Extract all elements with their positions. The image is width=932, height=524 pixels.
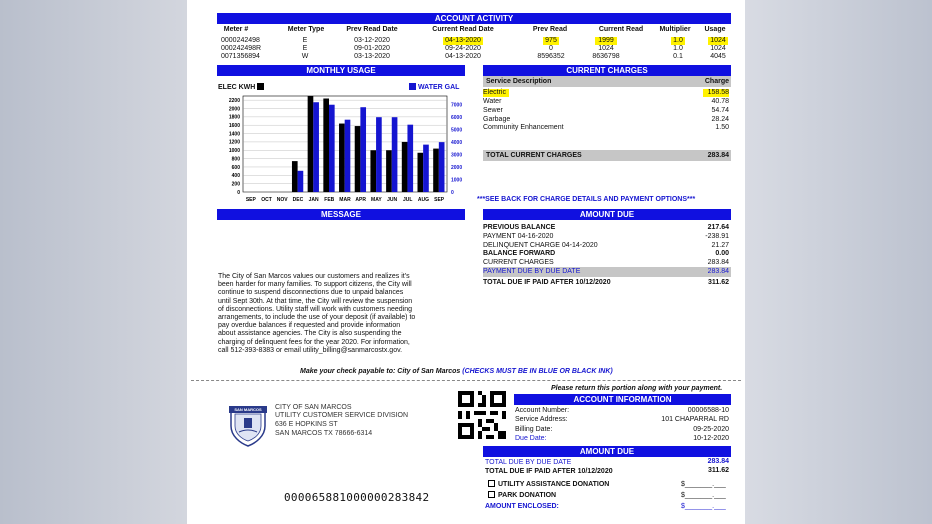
current-read: 8636798	[592, 53, 620, 60]
billing-date-label: Billing Date:	[515, 426, 553, 433]
service-address-label: Service Address:	[515, 416, 568, 423]
charge-header: Charge	[704, 78, 729, 85]
previous-balance-value: 217.64	[707, 224, 729, 231]
amount-due-header: AMOUNT DUE	[483, 209, 731, 220]
account-info-header: ACCOUNT INFORMATION	[514, 394, 731, 405]
x-tick-label: NOV	[276, 197, 288, 203]
right-background	[745, 0, 932, 524]
x-tick-label: SEP	[434, 197, 445, 203]
meter-type: W	[301, 53, 309, 60]
current-charges-header: CURRENT CHARGES	[483, 65, 731, 76]
water-bar	[298, 171, 304, 192]
payment-label: PAYMENT 04-16-2020	[483, 233, 554, 240]
service-address-value: 101 CHAPARRAL RD	[661, 416, 729, 423]
y-right-tick-label: 6000	[451, 114, 463, 121]
charge-label-community: Community Enhancement	[483, 124, 564, 131]
y-left-tick-label: 600	[231, 164, 240, 171]
total-due-label: TOTAL DUE BY DUE DATE	[485, 459, 572, 466]
charge-label-water: Water	[483, 98, 502, 105]
elec-bar	[308, 96, 314, 192]
previous-balance-label: PREVIOUS BALANCE	[483, 224, 556, 231]
service-description-header: Service Description	[486, 78, 552, 85]
x-tick-label: OCT	[261, 197, 272, 203]
prev-read-date: 03-13-2020	[354, 53, 390, 60]
elec-bar	[402, 142, 408, 192]
water-bar	[392, 117, 398, 192]
y-left-tick-label: 1200	[228, 139, 240, 146]
delinquent-label: DELINQUENT CHARGE 04-14-2020	[483, 242, 598, 249]
x-tick-label: DEC	[292, 197, 304, 203]
elec-legend	[218, 83, 264, 92]
park-donation-checkbox[interactable]	[488, 491, 495, 498]
payment-due-label: PAYMENT DUE BY DUE DATE	[483, 268, 581, 275]
charge-label-electric: Electric	[483, 89, 509, 97]
meter-type: E	[302, 45, 308, 52]
due-date-value: 10-12-2020	[693, 435, 729, 442]
park-donation-label: PARK DONATION	[498, 492, 557, 499]
elec-legend-label: ELEC KWH	[218, 84, 256, 91]
water-bar	[423, 145, 429, 192]
y-left-tick-label: 0	[237, 189, 240, 196]
elec-bar	[417, 153, 423, 192]
left-background	[0, 0, 187, 524]
account-activity-header: ACCOUNT ACTIVITY	[217, 13, 731, 24]
due-date-label: Due Date:	[515, 435, 547, 442]
qr-code-image	[458, 391, 506, 439]
tear-line	[191, 380, 741, 381]
water-legend	[409, 83, 459, 92]
current-read-date: 04-13-2020	[445, 53, 481, 60]
message-header: MESSAGE	[217, 209, 465, 220]
col-header: Meter Type	[287, 26, 325, 33]
utility-assistance-checkbox[interactable]	[488, 480, 495, 487]
current-charges-value: 283.84	[707, 259, 729, 266]
elec-swatch	[257, 83, 264, 90]
multiplier: 1.0	[671, 37, 685, 45]
billing-date-value: 09-25-2020	[693, 426, 729, 433]
col-header: Current Read	[598, 26, 644, 33]
prev-read: 975	[543, 37, 559, 45]
elec-bar	[386, 150, 392, 192]
x-tick-label: AUG	[417, 197, 430, 203]
current-read-date: 04-13-2020	[443, 37, 483, 45]
account-number-label: Account Number:	[515, 407, 570, 414]
x-tick-label: FEB	[324, 197, 335, 203]
meter-number: 000242498R	[221, 45, 262, 52]
meter-number: 0071356894	[221, 53, 260, 60]
city-seal-logo	[225, 402, 271, 448]
stub-total-after-value: 311.62	[707, 467, 729, 474]
return-note: Please return this portion along with your payment.	[551, 385, 723, 392]
x-tick-label: JAN	[308, 197, 319, 203]
y-left-tick-label: 1400	[228, 131, 240, 138]
usage: 1024	[708, 37, 728, 45]
payable-line	[300, 368, 613, 376]
col-header: Multiplier	[659, 26, 691, 33]
col-header: Current Read Date	[432, 26, 494, 33]
charge-value-water: 40.78	[711, 98, 729, 105]
prev-read-date: 09-01-2020	[354, 45, 390, 52]
total-current-charges-value: 283.84	[707, 152, 729, 159]
monthly-usage-chart	[209, 92, 477, 207]
y-right-tick-label: 1000	[451, 177, 463, 184]
y-left-tick-label: 2200	[228, 97, 240, 104]
current-charges-label: CURRENT CHARGES	[483, 259, 554, 266]
charge-label-garbage: Garbage	[483, 116, 511, 123]
account-number-value: 00006588-10	[687, 407, 729, 414]
col-header: Prev Read Date	[346, 26, 398, 33]
stub-amount-due-header: AMOUNT DUE	[483, 446, 731, 457]
y-right-tick-label: 4000	[451, 139, 463, 146]
total-current-charges-label: TOTAL CURRENT CHARGES	[486, 152, 582, 159]
elec-bar	[292, 161, 298, 192]
elec-bar	[370, 150, 376, 192]
meter-type: E	[302, 37, 308, 44]
elec-bar	[433, 149, 439, 192]
total-after-label: TOTAL DUE IF PAID AFTER 10/12/2020	[483, 279, 611, 286]
y-right-tick-label: 0	[451, 189, 454, 196]
y-right-tick-label: 7000	[451, 102, 463, 109]
payment-due-value: 283.84	[707, 268, 729, 275]
water-bar	[360, 107, 366, 192]
monthly-usage-header: MONTHLY USAGE	[217, 65, 465, 76]
total-due-value: 283.84	[707, 458, 729, 465]
division-name: UTILITY CUSTOMER SERVICE DIVISION	[275, 412, 409, 419]
current-read: 1999	[595, 37, 617, 45]
elec-bar	[355, 126, 361, 192]
ink-note: (CHECKS MUST BE IN BLUE OR BLACK INK)	[462, 368, 613, 375]
elec-bar	[339, 124, 345, 192]
y-right-tick-label: 5000	[451, 127, 463, 134]
park-donation-amount[interactable]: $_______.___	[681, 492, 726, 499]
multiplier: 1.0	[673, 45, 683, 52]
total-after-value: 311.62	[707, 279, 729, 286]
y-right-tick-label: 2000	[451, 164, 463, 171]
park-donation-option[interactable]	[488, 491, 556, 500]
prev-read-date: 03-12-2020	[354, 37, 390, 44]
message-body: The City of San Marcos values our customers and realizes it's been harder for many families. To support citizens, the City will continue to suspend disconnections due to unpaid balances until Sept 30th. At that time, the City will review the suspension of disconnections. Utility staff will work with customers needing arrangements, to include the use of your deposit (if available) to pay overdue balances if requested and provide information about assistance agencies. The City is also suspending the charging of delinquent fees for the year 2020. For information, call 512-393-8383 or email utility_billing@sanmarcostx.gov.	[218, 273, 416, 354]
stub-total-after-label: TOTAL DUE IF PAID AFTER	[485, 468, 576, 475]
charge-value-community: 1.50	[715, 124, 729, 131]
payment-value: -238.91	[705, 233, 729, 240]
usage: 4045	[710, 53, 726, 60]
utility-assistance-option[interactable]	[488, 480, 609, 489]
charge-value-electric: 158.58	[703, 89, 729, 97]
x-tick-label: MAR	[339, 197, 351, 203]
current-read: 1024	[598, 45, 614, 52]
multiplier: 0.1	[673, 53, 683, 60]
col-header: Usage	[704, 26, 726, 33]
utility-assistance-amount[interactable]: $_______.___	[681, 481, 726, 488]
city-name: CITY OF SAN MARCOS	[275, 404, 352, 411]
y-left-tick-label: 200	[231, 181, 240, 188]
seal-text: SAN MARCOS	[234, 407, 262, 412]
street-address: 636 E HOPKINS ST	[275, 421, 338, 428]
x-tick-label: JUL	[403, 197, 413, 203]
amount-enclosed-label: AMOUNT ENCLOSED:	[485, 503, 559, 510]
charge-value-sewer: 54.74	[711, 107, 729, 114]
delinquent-value: 21.27	[711, 242, 729, 249]
charge-label-sewer: Sewer	[483, 107, 503, 114]
stub-total-after	[485, 468, 613, 476]
y-left-tick-label: 400	[231, 173, 240, 180]
stub-total-after-date: 10/12/2020	[577, 468, 613, 475]
see-back-note: ***SEE BACK FOR CHARGE DETAILS AND PAYMENT OPTIONS***	[477, 196, 696, 203]
balance-forward-label: BALANCE FORWARD	[483, 250, 556, 257]
utility-assistance-label: UTILITY ASSISTANCE DONATION	[498, 481, 610, 488]
water-bar	[376, 117, 382, 192]
charge-value-garbage: 28.24	[711, 116, 729, 123]
water-bar	[313, 102, 319, 192]
utility-bill	[187, 0, 745, 524]
balance-forward-value: 0.00	[715, 250, 729, 257]
x-tick-label: APR	[355, 197, 366, 203]
city-state-zip: SAN MARCOS TX 78666-6314	[275, 430, 373, 437]
water-bar	[439, 142, 445, 192]
col-header: Meter #	[223, 26, 249, 33]
current-read-date: 09-24-2020	[445, 45, 481, 52]
y-left-tick-label: 2000	[228, 106, 240, 113]
amount-enclosed-field[interactable]: $_______.___	[681, 503, 726, 510]
col-header: Prev Read	[532, 26, 568, 33]
y-right-tick-label: 3000	[451, 152, 463, 159]
elec-bar	[323, 99, 329, 192]
prev-read: 8596352	[537, 53, 565, 60]
y-left-tick-label: 1000	[228, 148, 240, 155]
y-left-tick-label: 1800	[228, 114, 240, 121]
prev-read: 0	[549, 45, 553, 52]
y-left-tick-label: 800	[231, 156, 240, 163]
water-bar	[345, 120, 351, 192]
water-legend-label: WATER GAL	[417, 84, 460, 91]
x-tick-label: SEP	[245, 197, 256, 203]
x-tick-label: JUN	[387, 197, 398, 203]
x-tick-label: MAY	[371, 197, 382, 203]
water-swatch	[409, 83, 416, 90]
water-bar	[407, 125, 413, 192]
y-left-tick-label: 1600	[228, 123, 240, 130]
usage: 1024	[710, 45, 726, 52]
payable-text: Make your check payable to: City of San Marcos	[300, 368, 461, 375]
scan-line: 000065881000000283842	[284, 491, 430, 504]
water-bar	[329, 105, 335, 192]
meter-number: 0000242498	[221, 37, 260, 44]
